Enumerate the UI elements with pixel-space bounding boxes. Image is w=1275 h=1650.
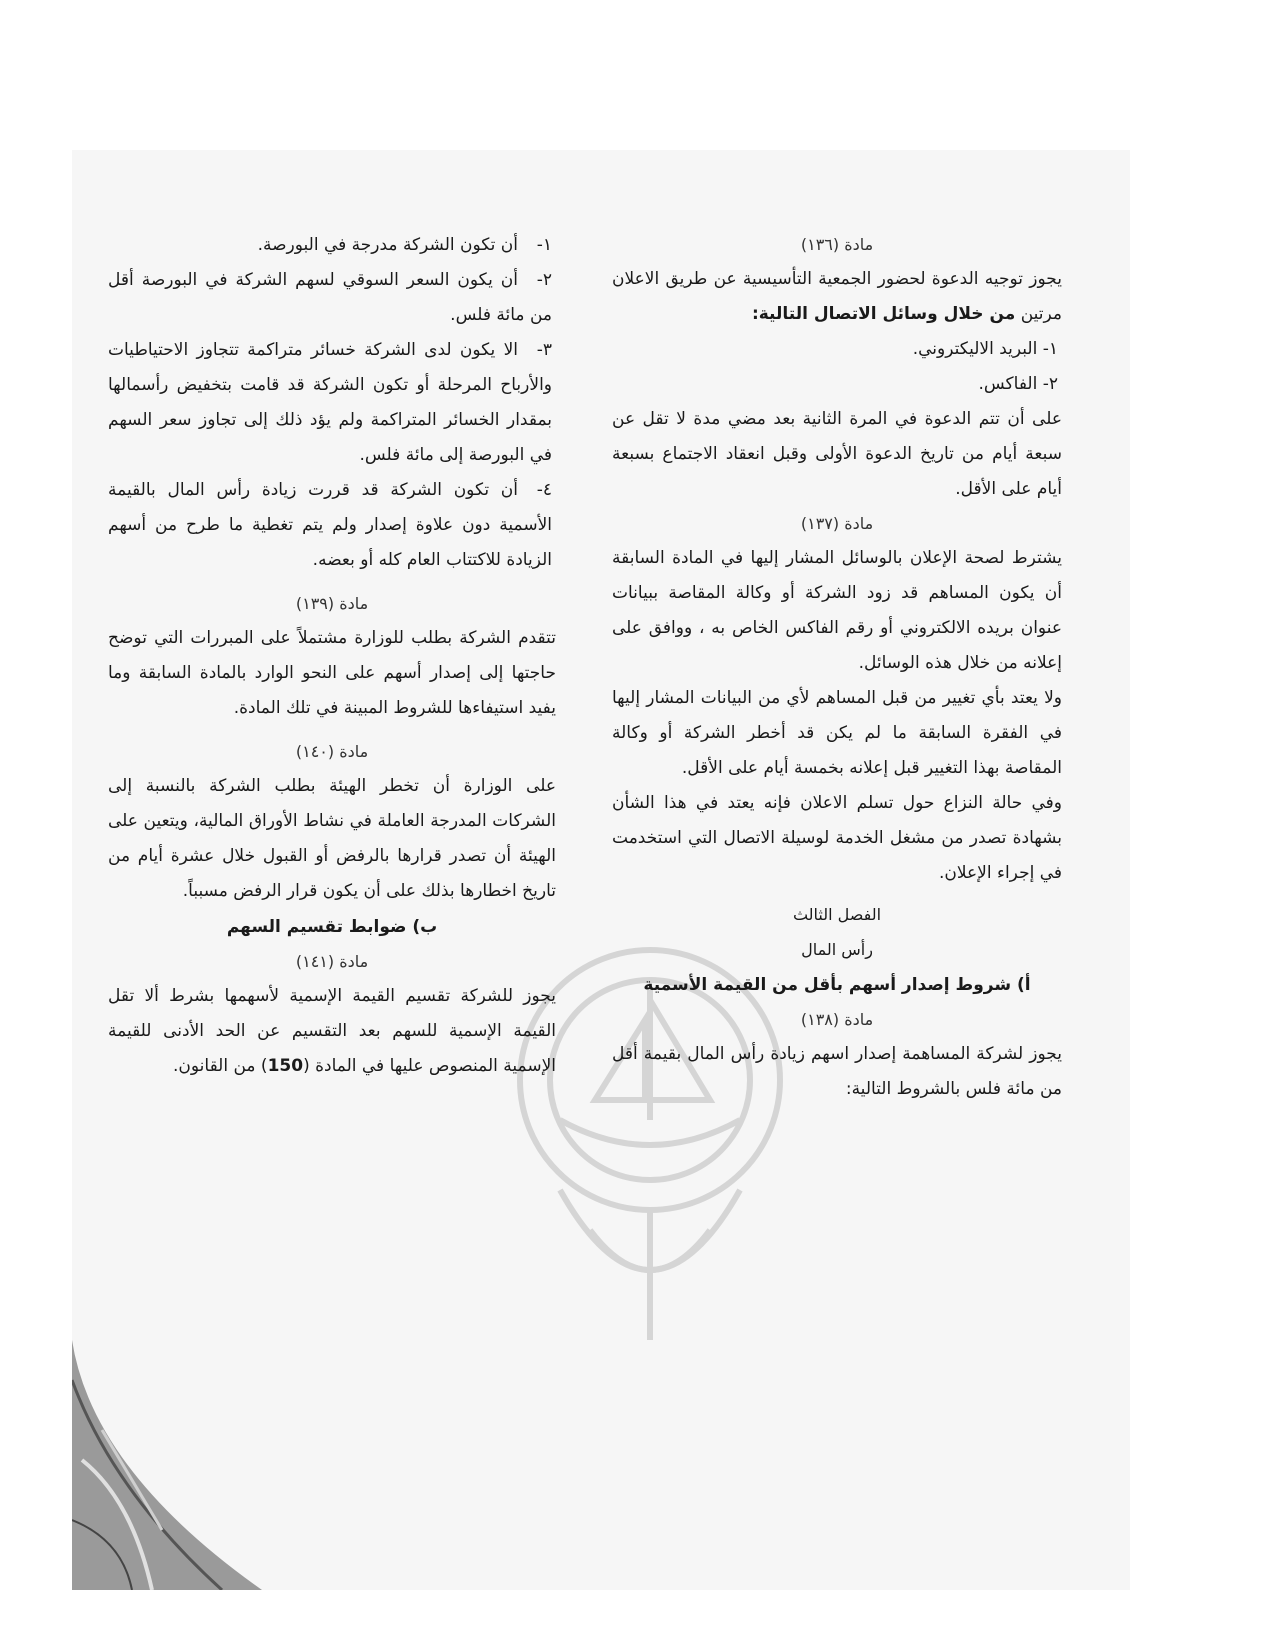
article-136-item-1: ١- البريد الاليكتروني.	[912, 339, 1058, 359]
condition-text: أن تكون الشركة قد قررت زيادة رأس المال بالقيمة الأسمية دون علاوة إصدار ولم يتم تغطية ما طرح من أسهم الزيادة للاكتتاب العام كله أو بعضه.	[108, 480, 552, 570]
condition-item-4	[108, 473, 556, 578]
article-141-heading: مادة (١٤١)	[295, 952, 369, 971]
article-140-paragraph: على الوزارة أن تخطر الهيئة بطلب الشركة بالنسبة إلى الشركات المدرجة العاملة في نشاط الأوراق المالية، ويتعين على الهيئة أن تصدر قرارها بالرفض أو القبول خلال عشرة أيام من تاريخ اخطارها بذلك على أن يكون قرار الرفض مسبباً.	[108, 776, 556, 901]
chapter-title: رأس المال	[801, 940, 873, 959]
condition-number: ٣-	[536, 340, 552, 360]
article-137-paragraph-1: يشترط لصحة الإعلان بالوسائل المشار إليها في المادة السابقة أن يكون المساهم قد زود الشركة أو وكالة المقاصة ببيانات عنوان بريده الالكتروني أو رقم الفاكس الخاص به ، ووافق على إعلانه من خلال هذه الوسائل.	[612, 548, 1062, 673]
article-136-heading: مادة (١٣٦)	[800, 235, 874, 254]
article-137-heading: مادة (١٣٧)	[800, 514, 874, 533]
subsection-b-heading: ب) ضوابط تقسيم السهم	[226, 917, 438, 937]
article-136-paragraph	[612, 262, 1062, 332]
article-141-text-end: ) من القانون.	[172, 1056, 268, 1076]
chapter-heading: الفصل الثالث	[792, 905, 882, 924]
corner-decoration	[72, 1340, 262, 1590]
article-136-bold-text: من خلال وسائل الاتصال التالية:	[751, 304, 1016, 324]
condition-text: أن يكون السعر السوقي لسهم الشركة في البورصة أقل من مائة فلس.	[108, 270, 552, 325]
right-column	[612, 228, 1062, 1107]
article-137-paragraph-3: وفي حالة النزاع حول تسلم الاعلان فإنه يعتد في هذا الشأن بشهادة تصدر من مشغل الخدمة لوسيلة الاتصال التي استخدمت في إجراء الإعلان.	[612, 793, 1062, 883]
article-136-item-2: ٢- الفاكس.	[978, 374, 1058, 394]
condition-text: الا يكون لدى الشركة خسائر متراكمة تتجاوز الاحتياطيات والأرباح المرحلة أو تكون الشركة قد قامت بتخفيض رأسمالها بمقدار الخسائر المتراكمة ولم يؤد ذلك إلى تجاوز سعر السهم في البورصة إلى مائة فلس.	[108, 340, 552, 465]
condition-item-1	[108, 228, 556, 263]
article-136-text: يجوز توجيه الدعوة لحضور الجمعية التأسيسية عن طريق الاعلان مرتين	[612, 269, 1062, 324]
article-138-heading: مادة (١٣٨)	[800, 1010, 874, 1029]
condition-number: ٢-	[536, 270, 552, 290]
condition-text: أن تكون الشركة مدرجة في البورصة.	[257, 235, 518, 255]
article-138-paragraph: يجوز لشركة المساهمة إصدار اسهم زيادة رأس المال بقيمة أقل من مائة فلس بالشروط التالية:	[612, 1044, 1062, 1099]
article-140-heading: مادة (١٤٠)	[295, 742, 369, 761]
article-141-paragraph	[108, 979, 556, 1084]
article-137-paragraph-2: ولا يعتد بأي تغيير من قبل المساهم لأي من البيانات المشار إليها في الفقرة السابقة ما لم يكن قد أخطر الشركة أو وكالة المقاصة بهذا التغيير قبل إعلانه بخمسة أيام على الأقل.	[612, 688, 1062, 778]
condition-number: ١-	[536, 235, 552, 255]
article-141-text: يجوز للشركة تقسيم القيمة الإسمية لأسهمها بشرط ألا تقل القيمة الإسمية للسهم بعد التقسيم عن الحد الأدنى للقيمة الإسمية المنصوص عليها في المادة (	[108, 986, 556, 1076]
left-column	[108, 228, 556, 1084]
condition-item-2	[108, 263, 556, 333]
article-136-paragraph-2: على أن تتم الدعوة في المرة الثانية بعد مضي مدة لا تقل عن سبعة أيام من تاريخ الدعوة الأولى وقبل انعقاد الاجتماع بسبعة أيام على الأقل.	[612, 409, 1062, 499]
condition-item-3	[108, 333, 556, 473]
article-139-heading: مادة (١٣٩)	[295, 594, 369, 613]
article-139-paragraph: تتقدم الشركة بطلب للوزارة مشتملاً على المبررات التي توضح حاجتها إلى إصدار أسهم على النحو الوارد بالمادة السابقة وما يفيد استيفاءها للشروط المبينة في تلك المادة.	[108, 628, 556, 718]
article-141-number: 150	[267, 1056, 304, 1076]
condition-number: ٤-	[536, 480, 552, 500]
subsection-a-heading: أ) شروط إصدار أسهم بأقل من القيمة الأسمية	[643, 975, 1031, 995]
